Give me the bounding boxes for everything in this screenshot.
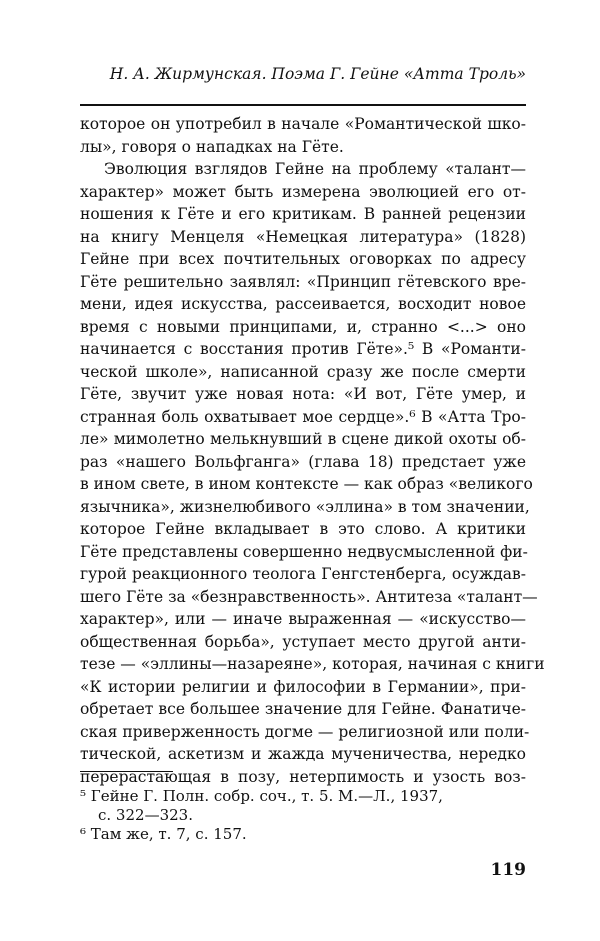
text-line: начинается с восстания против Гёте».⁵ В «Романти- [80,340,526,358]
text-line: тезе — «эллины—назареяне», которая, начиная с книги [80,655,545,673]
text-line: характер», или — иначе выраженная — «искусство— [80,610,526,628]
footnotes [80,787,526,844]
text-line: Эволюция взглядов Гейне на проблему «талант— [104,160,526,178]
text-line: которое он употребил в начале «Романтической шко- [80,115,526,133]
text-line: Гейне при всех почтительных оговорках по адресу [80,250,526,268]
text-line: общественная борьба», уступает место другой анти- [80,632,526,651]
footnote-separator [80,771,173,772]
text-line: мени, идея искусства, рассеивается, восходит новое [80,295,526,313]
text-line: «К истории религии и философии в Германии», при- [80,677,526,696]
text-line: на книгу Менцеля «Немецкая литература» (1828) [80,227,526,246]
text-line: Гёте решительно заявлял: «Принцип гётевского вре- [80,272,526,291]
text-line: лы», говоря о нападках на Гёте. [80,137,344,156]
text-line: гурой реакционного теолога Генгстенберга, осуждав- [80,565,526,583]
footnote-5-continuation: с. 322—323. [98,806,193,824]
header-rule [80,104,526,106]
text-line: ле» мимолетно мелькнувший в сцене дикой охоты об- [80,430,526,448]
page-number: 119 [490,860,526,880]
footnote-6: ⁶ Там же, т. 7, с. 157. [80,825,247,843]
text-line: Гёте, звучит уже новая нота: «И вот, Гёте умер, и [80,385,526,403]
text-line: Гёте представлены совершенно недвусмысленной фи- [80,542,528,561]
text-line: странная боль охватывает мое сердце».⁶ В «Атта Тро- [80,407,526,426]
running-head: Н. А. Жирмунская. Поэма Г. Гейне «Атта Троль» [109,65,526,83]
text-line: характер» может быть измерена эволюцией его от- [80,182,526,201]
text-line: время с новыми принципами, и, странно <...> оно [80,317,526,336]
footnote-5: ⁵ Гейне Г. Полн. собр. соч., т. 5. М.—Л., 1937, [80,787,443,805]
text-line: тической, аскетизм и жажда мученичества, нередко [80,745,526,763]
text-line: ская приверженность догме — религиозной или поли- [80,722,530,741]
text-line: в ином свете, в ином контексте — как образ «великого [80,475,533,493]
text-line: шего Гёте за «безнравственность». Антитеза «талант— [80,587,538,606]
text-line: ческой школе», написанной сразу же после смерти [80,362,526,381]
text-line: обретает все большее значение для Гейне. Фанатиче- [80,700,526,718]
text-line: ношения к Гёте и его критикам. В ранней рецензии [80,205,526,223]
text-line: раз «нашего Вольфганга» (глава 18) предстает уже [80,452,526,471]
text-line: перерастающая в позу, нетерпимость и узость воз- [80,767,526,786]
text-line: язычника», жизнелюбивого «эллина» в том значении, [80,497,530,516]
text-line: которое Гейне вкладывает в это слово. А критики [80,520,526,538]
body-text [80,113,545,788]
